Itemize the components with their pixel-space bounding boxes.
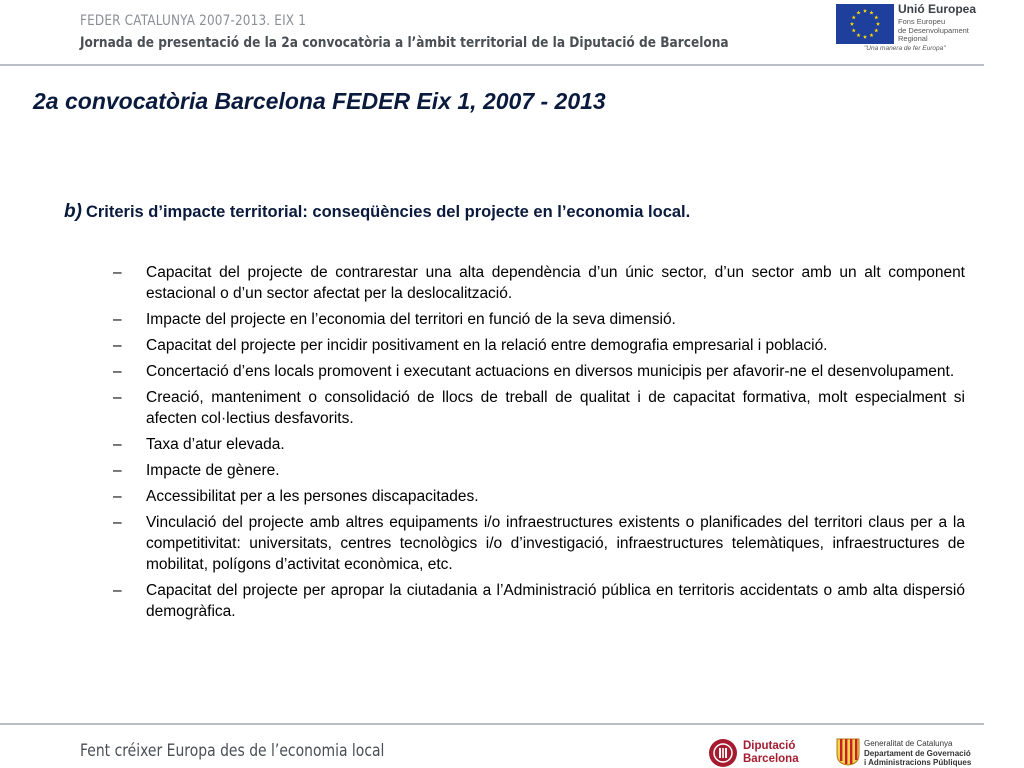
bullet-marker: –	[113, 337, 122, 354]
diputacio-logo-icon	[708, 738, 738, 768]
generalitat-logo-icon	[836, 738, 860, 766]
list-item	[113, 262, 965, 304]
generalitat-line3: i Administracions Públiques	[864, 758, 972, 767]
list-item	[113, 486, 965, 507]
list-item-text: Capacitat del projecte de contrarestar una alta dependència d’un únic sector, d’un sector amb un alt component estacional o d’un sector afectat per la deslocalització.	[146, 264, 965, 302]
slide-header	[0, 0, 1024, 66]
list-item-text: Concertació d’ens locals promovent i executant actuacions en diversos municipis per afavorir-ne el desenvolupament.	[146, 363, 955, 380]
diputacio-label: Diputació Barcelona	[743, 740, 799, 765]
list-item-text: Impacte del projecte en l’economia del territori en funció de la seva dimensió.	[146, 311, 676, 328]
footer-divider	[0, 723, 984, 725]
list-item-text: Vinculació del projecte amb altres equipaments i/o infraestructures existents o planificades del territori claus per a la competitivitat: universitats, centres tecnològics i/o d’investigació, infraestructures telemàtiques, infraestructures de mobilitat, polígons d’activitat econòmica, etc.	[146, 514, 965, 573]
list-item	[113, 434, 965, 455]
eu-stars-circle	[836, 4, 894, 44]
eu-logo-title: Unió Europea	[898, 2, 977, 16]
bullet-marker: –	[113, 311, 122, 328]
list-item-text: Capacitat del projecte per incidir positivament en la relació entre demografia empresarial i població.	[146, 337, 828, 354]
list-item	[113, 309, 965, 330]
eu-logo-motto: "Una manera de fer Europa"	[864, 45, 946, 52]
list-item	[113, 460, 965, 481]
bullet-marker: –	[113, 363, 122, 380]
header-event-title: Jornada de presentació de la 2a convocatòria a l’àmbit territorial de la Diputació de Barcelona	[80, 35, 729, 51]
header-divider	[0, 64, 984, 66]
list-item-text: Impacte de gènere.	[146, 462, 280, 479]
list-item-text: Accessibilitat per a les persones discapacitades.	[146, 488, 479, 505]
list-item-text: Creació, manteniment o consolidació de llocs de treball de qualitat i de capacitat formativa, molt especialment si afecten col·lectius desfavorits.	[146, 389, 965, 427]
section-heading-text: Criteris d’impacte territorial: conseqüències del projecte en l’economia local.	[85, 203, 691, 221]
bullet-marker: –	[113, 264, 122, 281]
bullet-marker: –	[113, 389, 122, 406]
eu-logo-subtitle: Fons Europeu de Desenvolupament Regional	[898, 17, 969, 43]
list-item	[113, 361, 965, 382]
section-heading-lead: b)	[64, 201, 82, 222]
footer-slogan: Fent créixer Europa des de l’economia local	[80, 741, 385, 761]
bullet-marker: –	[113, 436, 122, 453]
bullet-marker: –	[113, 462, 122, 479]
section-heading	[64, 201, 690, 223]
header-program-title: FEDER CATALUNYA 2007-2013. EIX 1	[80, 13, 307, 29]
slide-title: 2a convocatòria Barcelona FEDER Eix 1, 2007 - 2013	[33, 88, 606, 114]
criteria-list	[113, 262, 965, 627]
bullet-marker: –	[113, 514, 122, 531]
list-item-text: Capacitat del projecte per apropar la ciutadania a l’Administració pública en territoris accidentats o amb alta dispersió demogràfica.	[146, 582, 965, 620]
list-item-text: Taxa d’atur elevada.	[146, 436, 285, 453]
list-item	[113, 580, 965, 622]
list-item	[113, 512, 965, 575]
bullet-marker: –	[113, 582, 122, 599]
generalitat-label	[864, 739, 971, 768]
generalitat-line1: Generalitat de Catalunya	[864, 739, 953, 748]
bullet-marker: –	[113, 488, 122, 505]
list-item	[113, 335, 965, 356]
list-item	[113, 387, 965, 429]
generalitat-line2: Departament de Governació	[864, 748, 971, 758]
eu-flag-icon	[836, 4, 894, 44]
